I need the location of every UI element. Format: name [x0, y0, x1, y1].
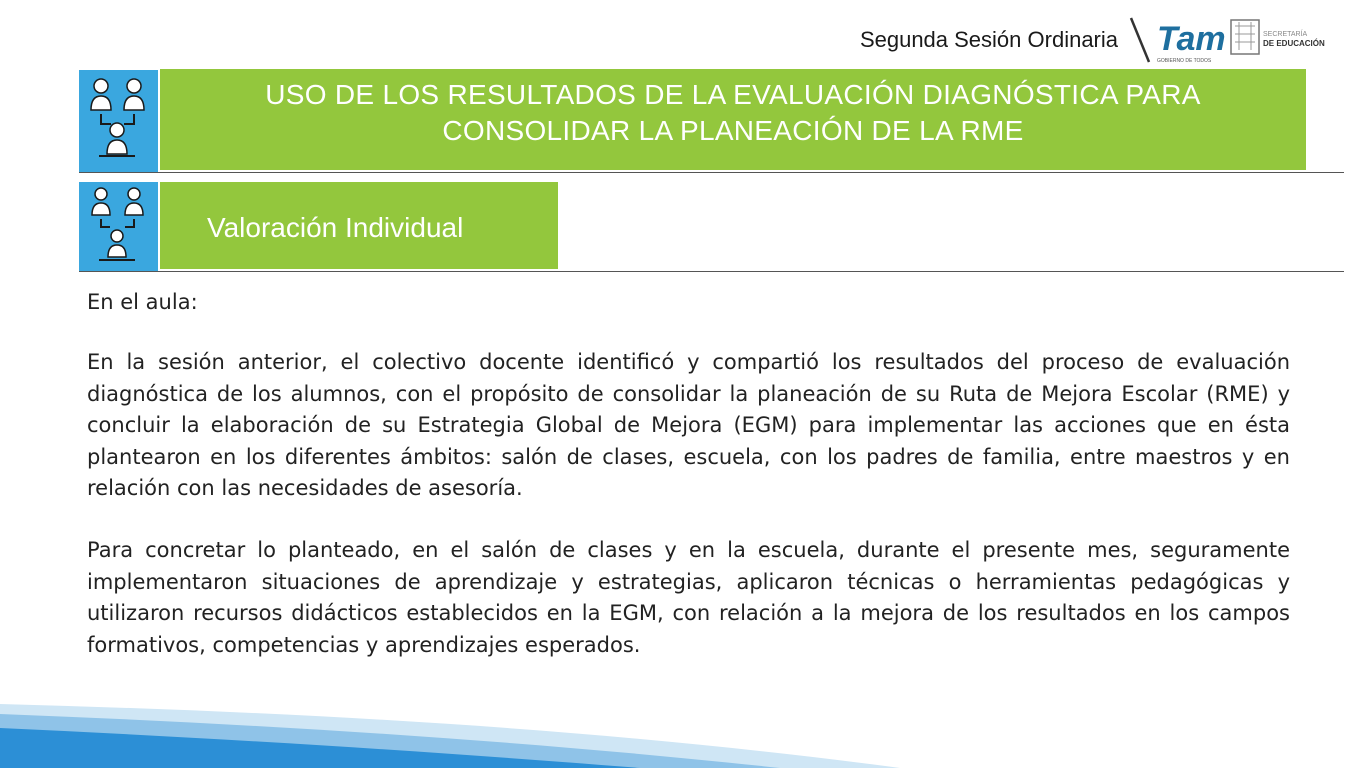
main-title-line2: CONSOLIDAR LA PLANEACIÓN DE LA RME [442, 115, 1024, 146]
seal-icon [1231, 20, 1259, 54]
paragraph-1: En la sesión anterior, el colectivo docente identificó y compartió los resultados del proceso de evaluación diagnóstica de los alumnos, con el propósito de consolidar la planeación de su Ruta de Mejora Escolar (RME) y concluir la elaboración de su Estrategia Global de Mejora (EGM) para implementar las acciones que en ésta plantearon en los diferentes ámbitos: salón de clases, escuela, con los padres de familia, entre maestros y en relación con las necesidades de asesoría. [87, 350, 1290, 500]
divider [79, 271, 1344, 272]
logo-brand-sub: GOBIERNO DE TODOS [1157, 58, 1212, 64]
section-label: En el aula: [87, 290, 198, 314]
logo-brand: Tam [1157, 20, 1226, 58]
logo [1127, 12, 1327, 68]
bottom-wave-decoration [0, 698, 1365, 768]
people-group-icon [79, 182, 158, 271]
main-title-banner [160, 69, 1306, 170]
logo-ministry-top: SECRETARÍA [1263, 31, 1308, 38]
logo-slash [1131, 18, 1149, 62]
paragraph-2: Para concretar lo planteado, en el salón de clases y en la escuela, durante el presente mes, seguramente implementaron situaciones de aprendizaje y estrategias, aplicaron técnicas o herramientas pedagógicas y utilizaron recursos didácticos establecidos en la EGM, con relación a la mejora de los resultados en los campos formativos, competencias y aprendizajes esperados. [87, 538, 1290, 657]
logo-ministry-bottom: DE EDUCACIÓN [1263, 39, 1325, 48]
sub-title: Valoración Individual [207, 212, 464, 243]
main-title-line1: USO DE LOS RESULTADOS DE LA EVALUACIÓN DIAGNÓSTICA PARA [265, 79, 1201, 110]
divider [79, 172, 1344, 173]
sub-title-banner [160, 182, 558, 269]
main-title [140, 77, 1326, 149]
session-title: Segunda Sesión Ordinaria [859, 27, 1118, 52]
